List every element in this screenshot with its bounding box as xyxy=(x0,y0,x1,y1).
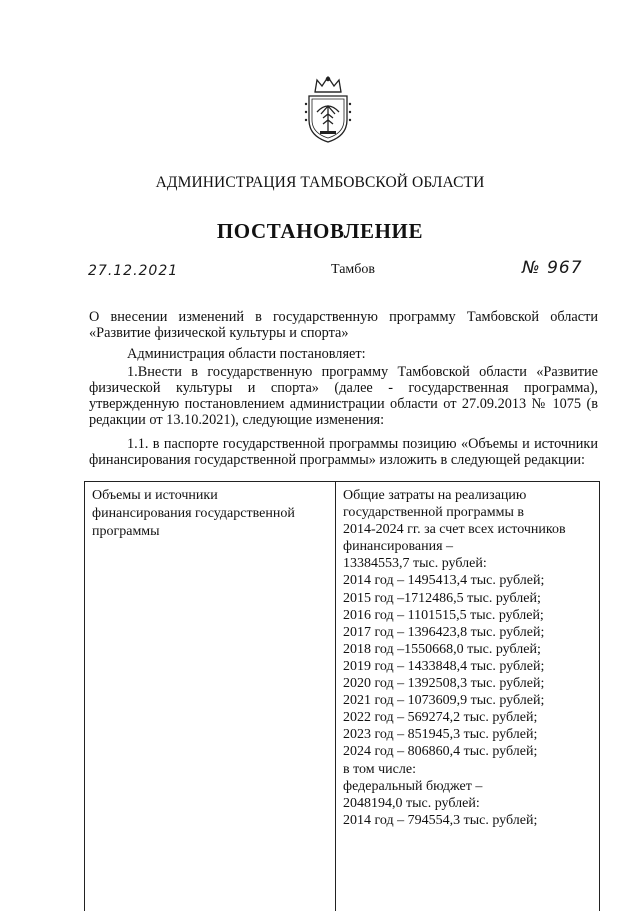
right-cell-line: 2020 год – 1392508,3 тыс. рублей; xyxy=(343,676,545,692)
document-subject: О внесении изменений в государственную программу Тамбовской области «Развитие физической культуры и спорта» xyxy=(89,309,598,341)
document-type-title: ПОСТАНОВЛЕНИЕ xyxy=(216,219,424,243)
right-cell-line: 2048194,0 тыс. рублей: xyxy=(343,795,480,811)
right-cell-line: 2014 год – 1495413,4 тыс. рублей; xyxy=(343,573,545,589)
right-cell-line: 2017 год – 1396423,8 тыс. рублей; xyxy=(343,624,545,640)
right-cell-line: 2014-2024 гг. за счет всех источников xyxy=(343,522,566,538)
right-cell-line: 2018 год –1550668,0 тыс. рублей; xyxy=(343,641,541,657)
right-cell-line: 2024 год – 806860,4 тыс. рублей; xyxy=(343,744,538,760)
left-cell-line: финансирования государственной xyxy=(92,506,295,521)
right-cell-line: государственной программы в xyxy=(343,505,524,521)
resolution-intro: Администрация области постановляет: xyxy=(127,346,366,362)
left-cell-line: Объемы и источники xyxy=(92,488,218,503)
right-cell-line: 2016 год – 1101515,5 тыс. рублей; xyxy=(343,607,544,623)
resolution-item-1: 1.Внести в государственную программу Тамбовской области «Развитие физической культуры и спорта» (далее - государственная программа), утвержденную постановлением администрации области от 27.09.2013 № 1075 (в редакции от 13.10.2021), следующие изменения: xyxy=(89,364,598,428)
right-cell-line: 2023 год – 851945,3 тыс. рублей; xyxy=(343,727,538,743)
funding-table xyxy=(84,481,600,911)
table-right-cell xyxy=(343,487,595,829)
right-cell-line: 13384553,7 тыс. рублей: xyxy=(343,556,487,572)
table-column-divider xyxy=(335,482,336,911)
right-cell-line: 2022 год – 569274,2 тыс. рублей; xyxy=(343,710,538,726)
handwritten-date: 27.12.2021 xyxy=(88,263,179,279)
table-left-cell xyxy=(92,487,328,541)
right-cell-line: финансирования – xyxy=(343,539,454,555)
left-cell-line: программы xyxy=(92,524,160,539)
right-cell-line: в том числе: xyxy=(343,761,416,777)
handwritten-document-number: № 967 xyxy=(522,258,583,278)
right-cell-line: 2019 год – 1433848,4 тыс. рублей; xyxy=(343,658,545,674)
right-cell-line: 2014 год – 794554,3 тыс. рублей; xyxy=(343,812,538,828)
tambov-coat-of-arms-icon xyxy=(303,74,353,144)
agency-name: АДМИНИСТРАЦИЯ ТАМБОВСКОЙ ОБЛАСТИ xyxy=(155,174,485,191)
right-cell-line: 2021 год – 1073609,9 тыс. рублей; xyxy=(343,693,545,709)
city-name: Тамбов xyxy=(331,262,376,277)
right-cell-line: федеральный бюджет – xyxy=(343,778,483,794)
right-cell-line: 2015 год –1712486,5 тыс. рублей; xyxy=(343,590,541,606)
right-cell-line: Общие затраты на реализацию xyxy=(343,488,527,503)
resolution-item-1-1: 1.1. в паспорте государственной программы позицию «Объемы и источники финансирования государственной программы» изложить в следующей редакции: xyxy=(89,436,598,468)
